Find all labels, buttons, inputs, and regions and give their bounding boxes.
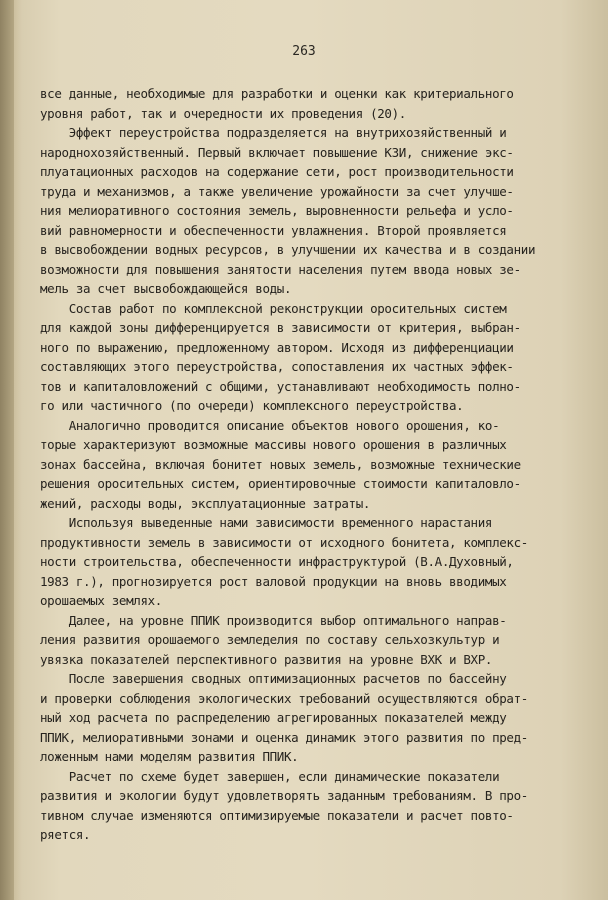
text-line: ный ход расчета по распределению агрегированных показателей между [40,710,507,725]
text-line: все данные, необходимые для разработки и оценки как критериального [40,86,514,101]
body-text [40,84,588,845]
text-line: ности строительства, обеспеченности инфраструктурой (В.А.Духовный, [40,554,514,569]
text-line: вий равномерности и обеспеченности увлажнения. Второй проявляется [40,222,507,238]
text-line: плуатационных расходов на содержание сети, рост производительности [40,164,514,179]
page-number: 263 [292,44,316,59]
text-line: решения оросительных систем, ориентировочные стоимости капиталовло- [40,476,521,491]
text-line: продуктивности земель в зависимости от исходного бонитета, комплекс- [40,534,528,550]
text-line: зонах бассейна, включая бонитет новых земель, возможные технические [40,456,521,472]
text-line: Используя выведенные нами зависимости временного нарастания [40,515,493,530]
text-line: тов и капиталовложений с общими, устанавливают необходимость полно- [40,378,521,394]
text-line: народнохозяйственный. Первый включает повышение КЗИ, снижение экс- [40,144,514,160]
text-line: мель за счет высвобождающейся воды. [40,281,292,296]
text-line: ления развития орошаемого земледелия по составу сельхозкультур и [40,632,500,647]
text-line: и проверки соблюдения экологических требований осуществляются обрат- [40,690,528,706]
text-line: составляющих этого переустройства, сопоставления их частных эффек- [40,359,514,374]
text-line: развития и экологии будут удовлетворять заданным требованиям. В про- [40,788,528,803]
text-line: тивном случае изменяются оптимизируемые показатели и расчет повто- [40,807,514,823]
text-line: Аналогично проводится описание объектов нового орошения, ко- [40,417,500,433]
text-line: в высвобождении водных ресурсов, в улучшении их качества и в создании [40,242,536,257]
text-line: жений, расходы воды, эксплуатационные затраты. [40,495,371,511]
text-line: орошаемых землях. [40,593,162,608]
text-line: ряется. [40,827,91,842]
text-line: После завершения сводных оптимизационных расчетов по бассейну [40,671,507,686]
text-line: Расчет по схеме будет завершен, если динамические показатели [40,768,500,784]
text-line: ного по выражению, предложенному автором. Исходя из дифференциации [40,339,514,355]
text-line: ППИК, мелиоративными зонами и оценка динамик этого развития по пред- [40,729,528,745]
text-line: Состав работ по комплексной реконструкции оросительных систем [40,300,507,316]
text-line: ложенным нами моделям развития ППИК. [40,749,299,764]
text-line: го или частичного (по очереди) комплексного переустройства. [40,398,464,413]
text-line: труда и механизмов, а также увеличение урожайности за счет улучше- [40,183,514,199]
text-line: торые характеризуют возможные массивы нового орошения в различных [40,437,507,452]
text-line: Далее, на уровне ППИК производится выбор оптимального направ- [40,612,507,628]
text-line: 1983 г.), прогнозируется рост валовой продукции на вновь вводимых [40,573,507,589]
text-line: Эффект переустройства подразделяется на внутрихозяйственный и [40,125,507,140]
text-line: для каждой зоны дифференцируется в зависимости от критерия, выбран- [40,320,521,335]
text-line: ния мелиоративного состояния земель, выровненности рельефа и усло- [40,203,514,218]
text-line: уровня работ, так и очередности их проведения (20). [40,105,406,121]
text-line: возможности для повышения занятости населения путем ввода новых зе- [40,261,521,277]
book-spine-shadow [0,0,14,900]
text-line: увязка показателей перспективного развития на уровне ВХК и ВХР. [40,651,493,667]
